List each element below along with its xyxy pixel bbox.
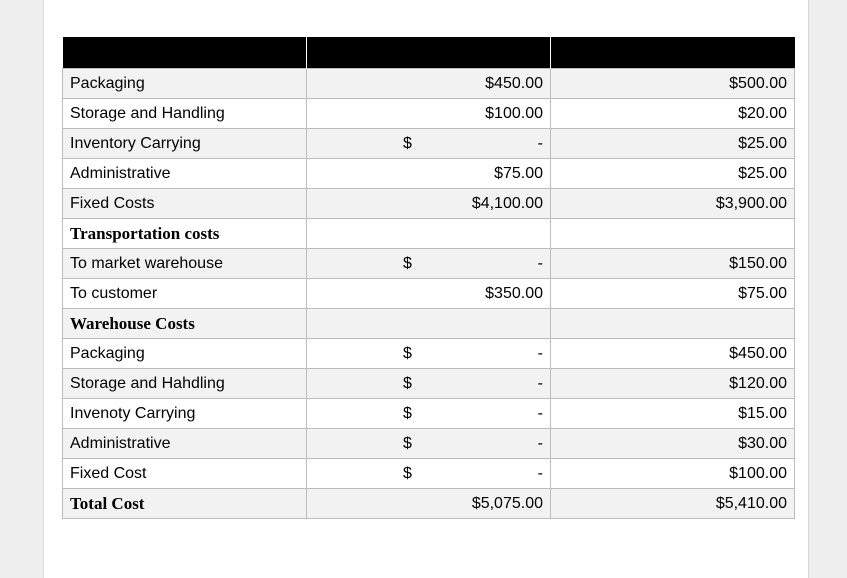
option-a-value[interactable] <box>307 459 551 489</box>
option-a-value[interactable] <box>307 69 551 99</box>
currency-symbol: $ <box>403 464 412 482</box>
row-label[interactable]: Total Cost <box>63 489 307 519</box>
option-b-value[interactable]: $25.00 <box>551 129 795 159</box>
amount-text: - <box>537 134 543 152</box>
amount-text: - <box>537 404 543 422</box>
amount-text: $450.00 <box>485 74 543 92</box>
option-b-value[interactable]: $450.00 <box>551 339 795 369</box>
option-b-value[interactable]: $15.00 <box>551 399 795 429</box>
amount-text: $5,075.00 <box>471 494 543 512</box>
table-row <box>63 459 795 489</box>
table-body <box>63 69 795 519</box>
amount-text: - <box>537 464 543 482</box>
currency-symbol: $ <box>403 134 412 152</box>
header-cell-label <box>63 37 307 69</box>
amount-text: $100.00 <box>485 104 543 122</box>
row-label[interactable]: Fixed Cost <box>63 459 307 489</box>
option-b-value[interactable] <box>551 309 795 339</box>
option-a-value[interactable] <box>307 159 551 189</box>
amount-text: - <box>537 344 543 362</box>
currency-symbol: $ <box>403 374 412 392</box>
option-b-value[interactable]: $120.00 <box>551 369 795 399</box>
option-a-value[interactable] <box>307 249 551 279</box>
row-label[interactable]: Fixed Costs <box>63 189 307 219</box>
option-a-value[interactable] <box>307 219 551 249</box>
option-a-value[interactable] <box>307 189 551 219</box>
option-b-value[interactable]: $150.00 <box>551 249 795 279</box>
option-a-value[interactable] <box>307 429 551 459</box>
option-a-value[interactable] <box>307 99 551 129</box>
table-row <box>63 279 795 309</box>
option-a-value[interactable] <box>307 399 551 429</box>
option-a-value[interactable] <box>307 489 551 519</box>
option-b-value[interactable]: $30.00 <box>551 429 795 459</box>
option-b-value[interactable]: $100.00 <box>551 459 795 489</box>
table-row <box>63 309 795 339</box>
table-row <box>63 369 795 399</box>
table-row <box>63 399 795 429</box>
row-label[interactable]: Administrative <box>63 429 307 459</box>
row-label[interactable]: Storage and Hahdling <box>63 369 307 399</box>
row-label[interactable]: Warehouse Costs <box>63 309 307 339</box>
header-row <box>63 37 795 69</box>
table-row <box>63 159 795 189</box>
option-b-value[interactable]: $3,900.00 <box>551 189 795 219</box>
table-row <box>63 189 795 219</box>
amount-text: - <box>537 374 543 392</box>
header-cell-option-a <box>307 37 551 69</box>
option-a-value[interactable] <box>307 369 551 399</box>
amount-text: $75.00 <box>494 164 543 182</box>
row-label[interactable]: To customer <box>63 279 307 309</box>
table-row <box>63 99 795 129</box>
currency-symbol: $ <box>403 434 412 452</box>
amount-text: - <box>537 434 543 452</box>
option-b-value[interactable]: $25.00 <box>551 159 795 189</box>
row-label[interactable]: Administrative <box>63 159 307 189</box>
row-label[interactable]: Packaging <box>63 339 307 369</box>
amount-text: - <box>537 254 543 272</box>
cost-table <box>62 37 795 519</box>
currency-symbol: $ <box>403 254 412 272</box>
row-label[interactable]: Packaging <box>63 69 307 99</box>
amount-text: $4,100.00 <box>471 194 543 212</box>
row-label[interactable]: Inventory Carrying <box>63 129 307 159</box>
option-a-value[interactable] <box>307 129 551 159</box>
amount-text: $350.00 <box>485 284 543 302</box>
row-label[interactable]: Storage and Handling <box>63 99 307 129</box>
table-row <box>63 339 795 369</box>
currency-symbol: $ <box>403 404 412 422</box>
table-row <box>63 129 795 159</box>
row-label[interactable]: Transportation costs <box>63 219 307 249</box>
row-label[interactable]: Invenoty Carrying <box>63 399 307 429</box>
currency-symbol: $ <box>403 344 412 362</box>
option-b-value[interactable]: $20.00 <box>551 99 795 129</box>
option-a-value[interactable] <box>307 309 551 339</box>
table-row <box>63 69 795 99</box>
option-a-value[interactable] <box>307 279 551 309</box>
option-b-value[interactable]: $500.00 <box>551 69 795 99</box>
table-row <box>63 249 795 279</box>
option-b-value[interactable] <box>551 219 795 249</box>
table-row <box>63 219 795 249</box>
option-a-value[interactable] <box>307 339 551 369</box>
header-cell-option-b <box>551 37 795 69</box>
option-b-value[interactable]: $5,410.00 <box>551 489 795 519</box>
table-row <box>63 429 795 459</box>
row-label[interactable]: To market warehouse <box>63 249 307 279</box>
option-b-value[interactable]: $75.00 <box>551 279 795 309</box>
table-row <box>63 489 795 519</box>
